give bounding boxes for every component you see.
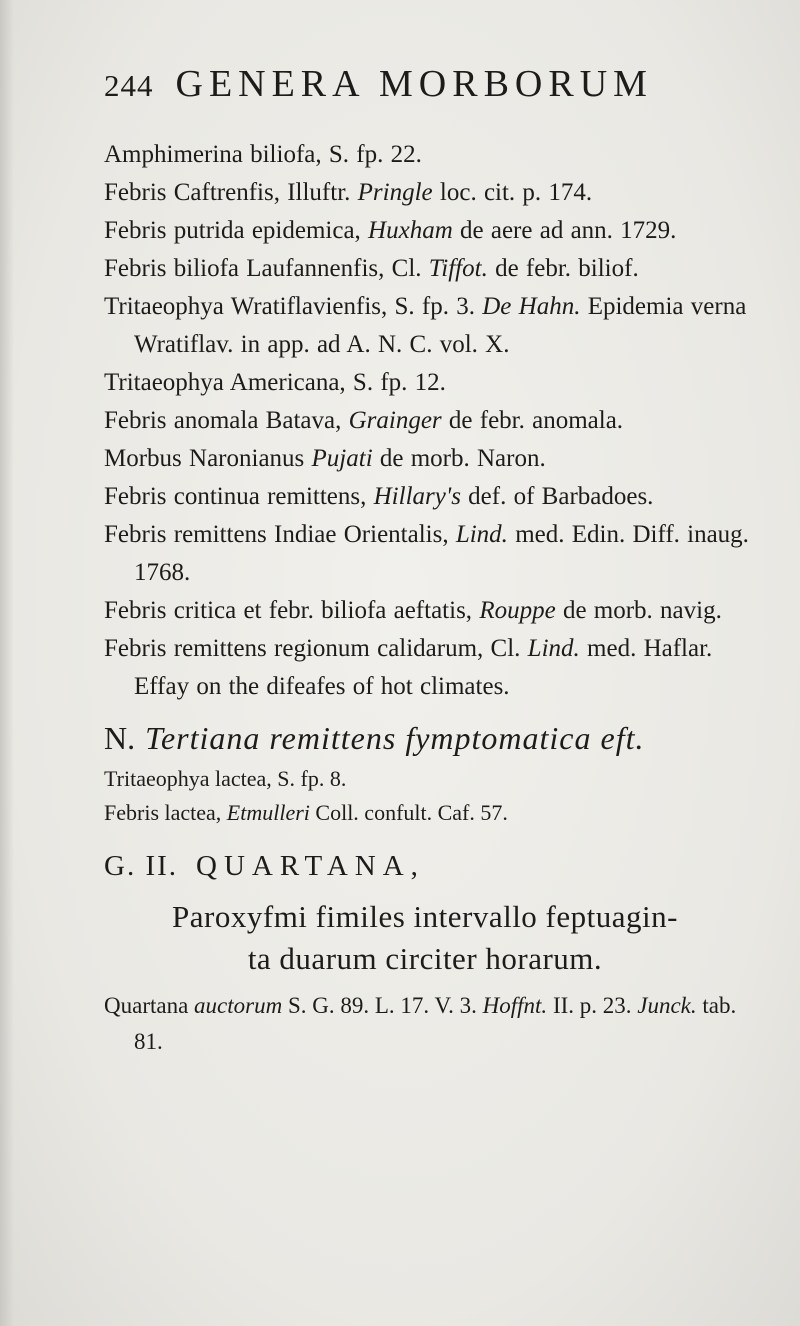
entry: Febris remittens regionum calidarum, Cl. Lind. med. Haflar. Effay on the difeafes of hot climates. bbox=[104, 635, 713, 700]
synonym-entry: Quartana auctorum S. G. 89. L. 17. V. 3. Hoffnt. II. p. 23. Junck. tab. 81. bbox=[104, 993, 737, 1054]
entry: Febris biliofa Laufannenfis, Cl. Tiffot. de febr. biliof. bbox=[104, 255, 639, 282]
note-text: Tertiana remittens fymptomatica eft. bbox=[145, 720, 645, 756]
note-entry: Tritaeophya lactea, S. fp. 8. bbox=[104, 766, 347, 791]
entry: Febris remittens Indiae Orientalis, Lind. med. Edin. Diff. inaug. 1768. bbox=[104, 521, 749, 586]
note-entry: Febris lactea, Etmulleri Coll. confult. Caf. 57. bbox=[104, 800, 508, 825]
note-entry-list bbox=[104, 762, 760, 830]
genus-number: G. II. bbox=[104, 850, 179, 882]
entry: Febris continua remittens, Hillary's def. of Barbadoes. bbox=[104, 483, 654, 510]
page-header bbox=[104, 62, 760, 136]
entry: Febris anomala Batava, Grainger de febr. anomala. bbox=[104, 407, 624, 434]
note-label: N. bbox=[104, 720, 136, 756]
entry: Morbus Naronianus Pujati de morb. Naron. bbox=[104, 445, 546, 472]
entry: Tritaeophya Wratiflavienfis, S. fp. 3. De Hahn. Epidemia verna Wratiflav. in app. ad A. N. C. vol. X. bbox=[104, 293, 747, 358]
entry-list bbox=[104, 136, 760, 706]
running-head: GENERA MORBORUM bbox=[175, 63, 653, 105]
entry: Amphimerina biliofa, S. fp. 22. bbox=[104, 141, 422, 168]
definition-line: Paroxyfmi fimiles intervallo feptuagin- bbox=[172, 899, 678, 934]
genus-name: QUARTANA, bbox=[196, 850, 425, 882]
page-number: 244 bbox=[104, 68, 154, 103]
page-edge-shadow bbox=[0, 0, 14, 1326]
genus-definition bbox=[90, 896, 760, 980]
species-note bbox=[104, 714, 760, 762]
genus-heading bbox=[104, 840, 760, 892]
definition-line: ta duarum circiter horarum. bbox=[247, 941, 603, 976]
entry: Febris Caftrenfis, Illuftr. Pringle loc. cit. p. 174. bbox=[104, 179, 593, 206]
entry: Febris critica et febr. biliofa aeftatis, Rouppe de morb. navig. bbox=[104, 597, 722, 624]
entry: Tritaeophya Americana, S. fp. 12. bbox=[104, 369, 446, 396]
entry: Febris putrida epidemica, Huxham de aere ad ann. 1729. bbox=[104, 217, 677, 244]
